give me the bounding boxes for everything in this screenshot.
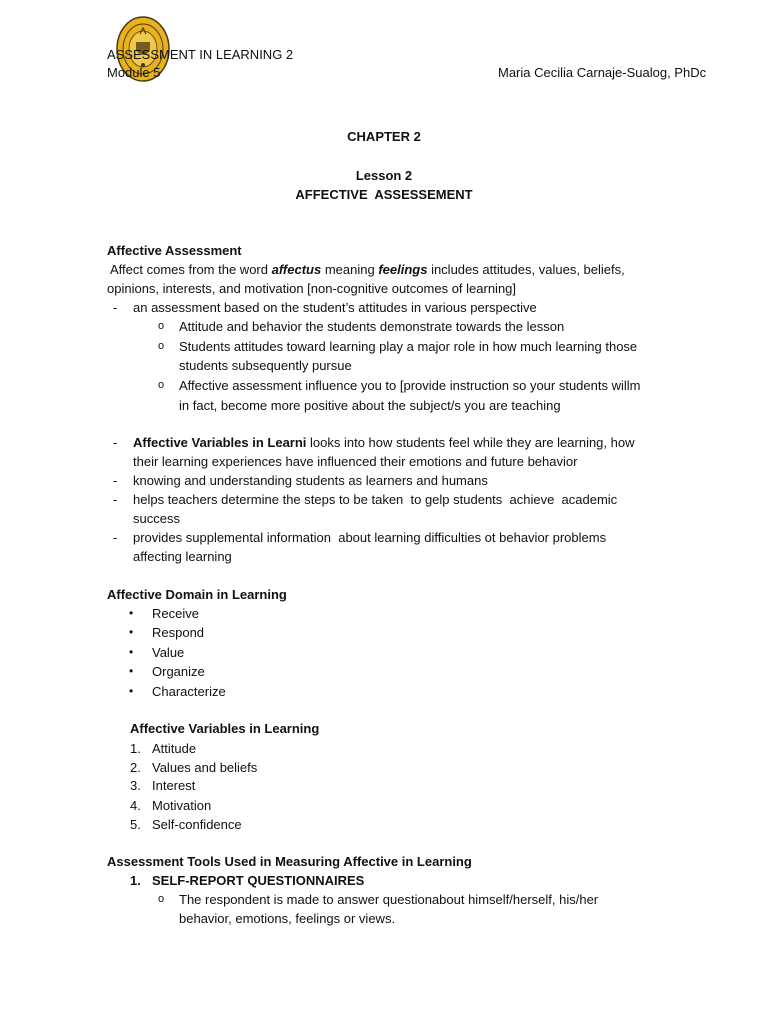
list-item: Attitude and behavior the students demonstrate towards the lesson [179,319,565,334]
list-item: Affective assessment influence you to [provide instruction so your students willm [179,378,641,393]
list-item: Affective Variables in Learni looks into how students feel while they are learning, how [133,435,635,450]
topic-title: AFFECTIVE ASSESSEMENT [295,187,473,202]
list-item: Self-confidence [152,817,242,832]
bullet-marker: • [129,664,134,678]
list-item: an assessment based on the student’s attitudes in various perspective [133,300,537,315]
bullet-marker: • [129,684,134,698]
author-name: Maria Cecilia Carnaje-Sualog, PhDc [498,65,707,80]
list-item: Characterize [152,684,226,699]
bullet-marker: • [129,625,134,639]
bullet-marker: • [129,606,134,620]
number-marker: 5. [130,817,141,832]
lesson-title: Lesson 2 [355,168,413,183]
number-marker: 1. [130,741,141,756]
module-label: Module 5 [107,65,161,80]
dash-marker: - [113,492,118,507]
list-item: Interest [152,778,196,793]
dash-marker: - [113,300,118,315]
number-marker: 3. [130,778,141,793]
course-title: ASSESSMENT IN LEARNING 2 [107,47,294,62]
list-item: knowing and understanding students as learners and humans [133,473,488,488]
chapter-title: CHAPTER 2 [347,129,421,144]
list-item: Attitude [152,741,197,756]
circle-marker: o [158,379,165,391]
dash-marker: - [113,530,118,545]
number-marker: 2. [130,760,141,775]
list-item: SELF-REPORT QUESTIONNAIRES [152,873,365,888]
circle-marker: o [158,340,165,352]
intro-paragraph-line2: opinions, interests, and motivation [non-cognitive outcomes of learning] [107,281,517,296]
list-item: Students attitudes toward learning play a major role in how much learning those [179,339,638,354]
number-marker: 4. [130,798,141,813]
circle-marker: o [158,320,165,332]
list-item: Values and beliefs [152,760,258,775]
section-heading-affective-domain: Affective Domain in Learning [107,587,287,602]
list-item: Value [152,645,185,660]
term-affective-variables: Affective Variables in Learni [133,435,307,450]
list-item: The respondent is made to answer questionabout himself/herself, his/her [179,892,599,907]
list-item-continued: in fact, become more positive about the subject/s you are teaching [179,398,561,413]
dash-marker: - [113,473,118,488]
list-item: Receive [152,606,199,621]
intro-paragraph-line1: Affect comes from the word affectus meaning feelings includes attitudes, values, beliefs, [110,262,625,277]
list-item-continued: students subsequently pursue [179,358,352,373]
term-feelings: feelings [378,262,428,277]
list-item: Motivation [152,798,212,813]
list-item: helps teachers determine the steps to be taken to gelp students achieve academic [133,492,618,507]
section-heading-affective-assessment: Affective Assessment [107,243,242,258]
list-item: provides supplemental information about learning difficulties ot behavior problems [133,530,607,545]
bullet-marker: • [129,645,134,659]
list-item-continued: affecting learning [133,549,232,564]
dash-marker: - [113,435,118,450]
section-heading-affective-variables: Affective Variables in Learning [130,721,320,736]
term-affectus: affectus [271,262,322,277]
list-item: Respond [152,625,205,640]
list-item-continued: their learning experiences have influenced their emotions and future behavior [133,454,578,469]
list-item-continued: success [133,511,180,526]
section-heading-assessment-tools: Assessment Tools Used in Measuring Affective in Learning [107,854,472,869]
list-item-continued: behavior, emotions, feelings or views. [179,911,396,926]
list-item: Organize [152,664,205,679]
circle-marker: o [158,893,165,905]
number-marker: 1. [130,873,141,888]
